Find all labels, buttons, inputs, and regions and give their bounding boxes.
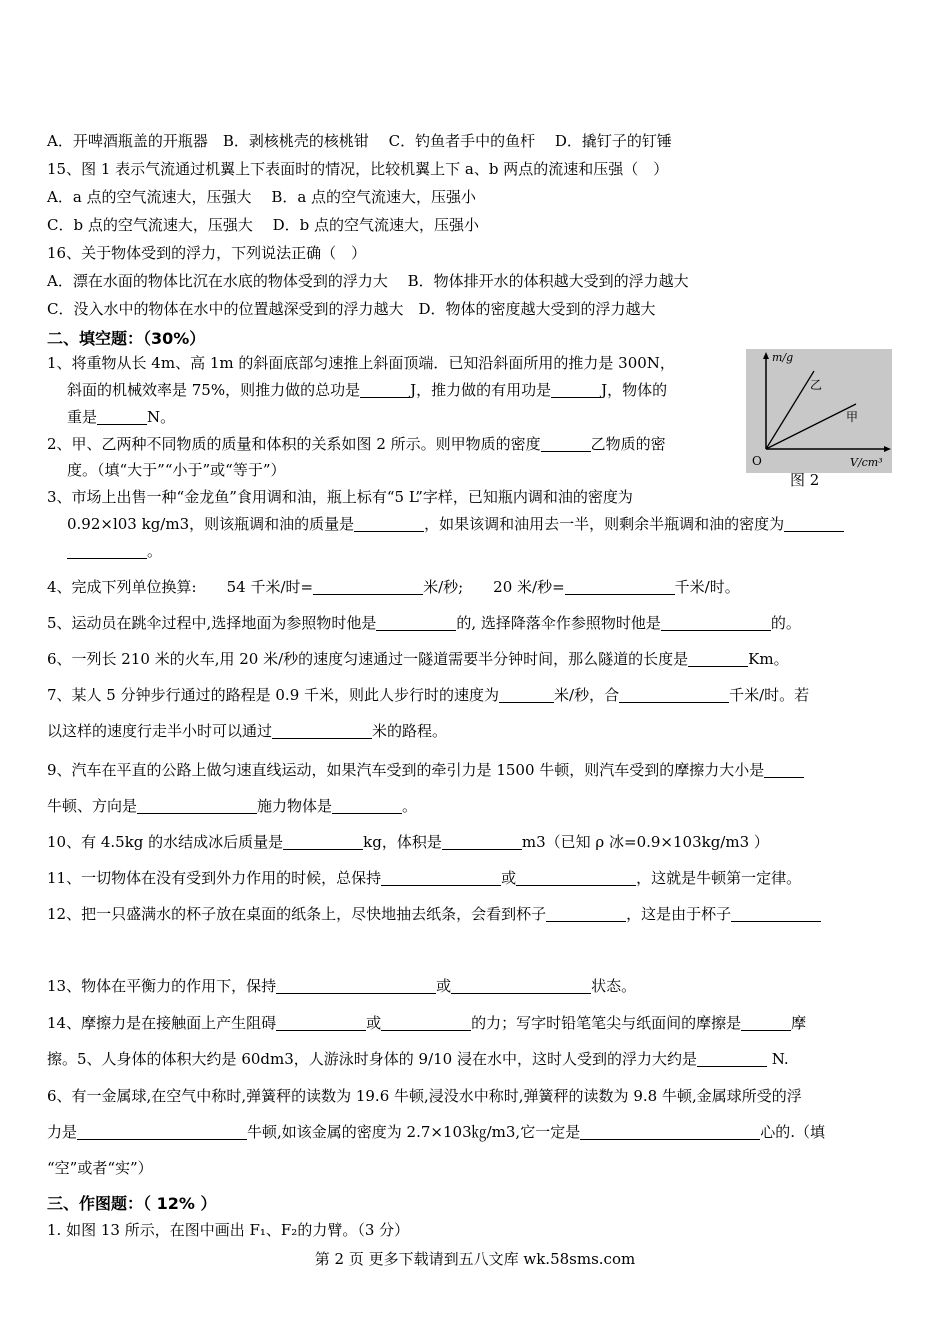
fill-q13	[47, 975, 636, 997]
answer-blank[interactable]	[381, 869, 501, 886]
answer-blank[interactable]	[741, 1014, 791, 1031]
text: 乙物质的密	[590, 435, 666, 453]
text: N。	[147, 408, 176, 426]
answer-blank[interactable]	[376, 614, 456, 631]
answer-blank[interactable]	[688, 650, 748, 667]
text: 重是	[67, 408, 98, 426]
fill-q1-line1: 1、将重物从长 4m、高 1m 的斜面底部匀速推上斜面顶端．已知沿斜面所用的推力是 300N，	[47, 354, 675, 372]
fill-q5	[47, 612, 801, 634]
figure-2-graph	[746, 349, 892, 473]
text: 6、一列长 210 米的火车,用 20 米/秒的速度匀速通过一隧道需要半分钟时间，那么隧道的长度是	[47, 650, 689, 668]
text: 10、有 4.5kg 的水结成冰后质量是	[47, 833, 284, 851]
fill-q6b-line3: “空”或者“实”）	[47, 1159, 153, 1177]
text: J，物体的	[601, 381, 668, 399]
fill-q6b-line2	[47, 1121, 825, 1143]
section-drawing-title: 三、作图题：（ 12% ）	[47, 1194, 217, 1213]
fill-q3-line1: 3、市场上出售一种“金龙鱼”食用调和油，瓶上标有“5 L”字样，已知瓶内调和油的密度为	[47, 488, 633, 506]
fill-q6b-line1: 6、有一金属球,在空气中称时,弹簧秤的读数为 19.6 牛顿,浸没水中称时,弹簧秤的读数为 9.8 牛顿,金属球所受的浮	[47, 1087, 802, 1105]
answer-blank[interactable]	[764, 761, 804, 778]
text: 米/秒，合	[554, 686, 620, 704]
text: 状态。	[591, 977, 637, 995]
text: 摩	[791, 1014, 807, 1032]
answer-blank[interactable]	[442, 833, 522, 850]
text: 12、把一只盛满水的杯子放在桌面的纸条上，尽快地抽去纸条，会看到杯子	[47, 905, 547, 923]
origin-label: O	[752, 454, 762, 468]
answer-blank[interactable]	[516, 869, 636, 886]
answer-blank[interactable]	[565, 578, 675, 595]
answer-blank[interactable]	[276, 1014, 366, 1031]
answer-blank[interactable]	[499, 686, 554, 703]
answer-blank[interactable]	[551, 381, 601, 398]
text: kg，体积是	[363, 833, 442, 851]
text: 11、一切物体在没有受到外力作用的时候，总保持	[47, 869, 382, 887]
line-yi-label: 乙	[810, 378, 823, 392]
text: 千米/时。	[674, 578, 740, 596]
section-fill-in-title: 二、填空题：（30%）	[47, 329, 206, 348]
text: 或	[501, 869, 517, 887]
text: 心的.（填	[760, 1123, 825, 1141]
text: 13、物体在平衡力的作用下，保持	[47, 977, 277, 995]
text: 5、运动员在跳伞过程中,选择地面为参照物时他是	[47, 614, 377, 632]
question-16-options-cd: C．没入水中的物体在水中的位置越深受到的浮力越大 D．物体的密度越大受到的浮力越大	[47, 300, 656, 318]
text: 力是	[47, 1123, 78, 1141]
answer-blank[interactable]	[354, 515, 424, 532]
text: ，这就是牛顿第一定律。	[636, 869, 802, 887]
answer-blank[interactable]	[97, 408, 147, 425]
answer-blank[interactable]	[77, 1123, 247, 1140]
text: 牛顿,如该金属的密度为 2.7×103㎏/m3,它一定是	[247, 1123, 581, 1141]
answer-blank[interactable]	[731, 905, 821, 922]
fill-q2-line1	[47, 433, 666, 455]
question-15-options-cd: C．b 点的空气流速大，压强大 D．b 点的空气流速大，压强小	[47, 216, 480, 234]
text: 的, 选择降落伞作参照物时他是	[456, 614, 661, 632]
text: 斜面的机械效率是 75%，则推力做的总功是	[67, 381, 361, 399]
text: m3（已知 ρ 冰=0.9×103kg/m3 ）	[521, 833, 769, 851]
fill-q14-line2	[47, 1048, 789, 1070]
text: 7、某人 5 分钟步行通过的路程是 0.9 千米，则此人步行时的速度为	[47, 686, 500, 704]
answer-blank[interactable]	[784, 515, 844, 532]
text: 的力；写字时铅笔笔尖与纸面间的摩擦是	[471, 1014, 742, 1032]
y-axis-arrow-icon	[763, 352, 769, 359]
answer-blank[interactable]	[451, 977, 591, 994]
text: 擦。5、人身体的体积大约是 60dm3，人游泳时身体的 9/10 浸在水中，这时人受到的浮力大约是	[47, 1050, 697, 1068]
answer-blank[interactable]	[332, 797, 402, 814]
fill-q10	[47, 831, 769, 853]
text: 施力物体是	[257, 797, 333, 815]
answer-blank[interactable]	[661, 614, 771, 631]
fill-q11	[47, 867, 801, 889]
text: 米/秒; 20 米/秒=	[423, 578, 565, 596]
text: 的。	[770, 614, 801, 632]
fill-q3-line3	[67, 540, 162, 562]
text: ，这是由于杯子	[626, 905, 732, 923]
text: 。	[402, 797, 418, 815]
text: 9、汽车在平直的公路上做匀速直线运动，如果汽车受到的牵引力是 1500 牛顿，则汽车受到的摩擦力大小是	[47, 761, 765, 779]
fill-q7-line2	[47, 720, 447, 742]
fill-q9-line2	[47, 795, 417, 817]
answer-blank[interactable]	[313, 578, 423, 595]
text: 米的路程。	[372, 722, 448, 740]
text: 千米/时。若	[729, 686, 810, 704]
x-axis-arrow-icon	[884, 446, 891, 452]
text: 2、甲、乙两种不同物质的质量和体积的关系如图 2 所示。则甲物质的密度	[47, 435, 541, 453]
answer-blank[interactable]	[580, 1123, 760, 1140]
fill-q14-line1	[47, 1012, 806, 1034]
text: 0.92×l03 kg/m3，则该瓶调和油的质量是	[67, 515, 355, 533]
answer-blank[interactable]	[137, 797, 257, 814]
question-15-options-ab: A．a 点的空气流速大，压强大 B．a 点的空气流速大，压强小	[47, 188, 477, 206]
text: 以这样的速度行走半小时可以通过	[47, 722, 273, 740]
text: N.	[767, 1050, 789, 1068]
answer-blank[interactable]	[546, 905, 626, 922]
page-footer: 第 2 页 更多下载请到五八文库 wk.58sms.com	[314, 1250, 636, 1268]
question-16: 16、关于物体受到的浮力，下列说法正确（ ）	[47, 244, 367, 262]
text: 14、摩擦力是在接触面上产生阻碍	[47, 1014, 277, 1032]
fill-q9-line1	[47, 759, 804, 781]
answer-blank[interactable]	[283, 833, 363, 850]
question-15: 15、图 1 表示气流通过机翼上下表面时的情况，比较机翼上下 a、b 两点的流速和压强（ ）	[47, 160, 669, 178]
answer-blank[interactable]	[381, 1014, 471, 1031]
line-jia-label: 甲	[846, 410, 859, 424]
option-line-q14: A．开啤酒瓶盖的开瓶器 B．剥核桃壳的核桃钳 C．钓鱼者手中的鱼杆 D．撬钉子的钉锤	[47, 132, 672, 150]
text: J，推力做的有用功是	[410, 381, 552, 399]
text: 牛顿、方向是	[47, 797, 138, 815]
graph-svg	[746, 349, 892, 473]
fill-q3-line2	[67, 513, 844, 535]
y-axis-label: m/g	[772, 351, 794, 364]
text: 或	[436, 977, 452, 995]
fill-q6	[47, 648, 789, 670]
answer-blank[interactable]	[619, 686, 729, 703]
fill-q1-line2	[67, 379, 667, 401]
question-16-options-ab: A．漂在水面的物体比沉在水底的物体受到的浮力大 B．物体排开水的体积越大受到的浮力越大	[47, 272, 689, 290]
answer-blank[interactable]	[541, 435, 591, 452]
figure-2-caption: 图 2	[790, 471, 820, 489]
fill-q7-line1	[47, 684, 809, 706]
drawing-q1: 1. 如图 13 所示，在图中画出 F₁、F₂的力臂。（3 分）	[47, 1221, 410, 1239]
answer-blank[interactable]	[276, 977, 436, 994]
answer-blank[interactable]	[67, 542, 147, 559]
fill-q4	[47, 576, 740, 598]
text: ，如果该调和油用去一半，则剩余半瓶调和油的密度为	[424, 515, 785, 533]
fill-q2-line2: 度。（填“大于”“小于”或“等于”）	[67, 461, 286, 479]
answer-blank[interactable]	[697, 1050, 767, 1067]
answer-blank[interactable]	[360, 381, 410, 398]
text: Km。	[748, 650, 789, 668]
fill-q12	[47, 903, 821, 925]
text: 4、完成下列单位换算: 54 千米/时=	[47, 578, 314, 596]
text: 。	[147, 542, 163, 560]
fill-q1-line3	[67, 406, 175, 428]
answer-blank[interactable]	[272, 722, 372, 739]
text: 或	[366, 1014, 382, 1032]
x-axis-label: V/cm³	[850, 456, 883, 469]
